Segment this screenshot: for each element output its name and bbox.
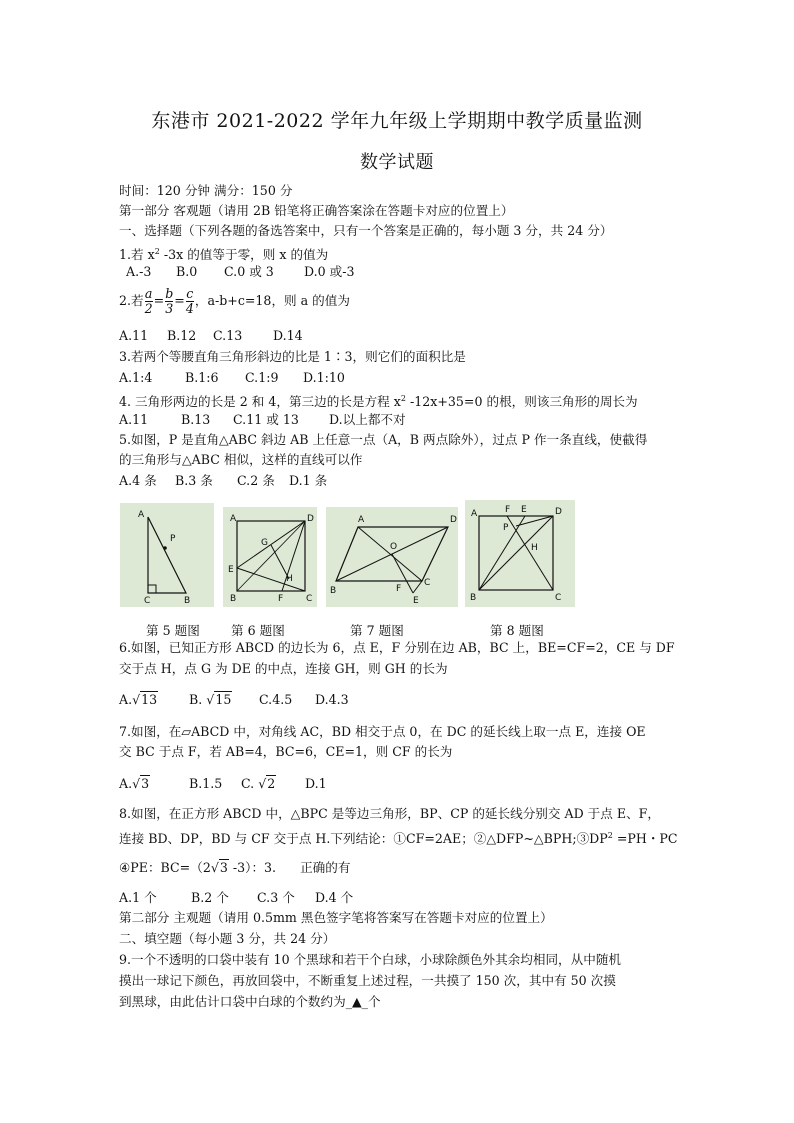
exam-subtitle: 数学试题 bbox=[360, 152, 434, 173]
fig8-label-h: H bbox=[531, 543, 538, 553]
question-4 bbox=[119, 391, 638, 410]
q4-option-c[interactable]: C.11 或 13 bbox=[233, 412, 299, 427]
fig8-label-a: A bbox=[471, 509, 478, 519]
q3-option-a[interactable]: A.1:4 bbox=[119, 370, 153, 385]
q2-fraction-b: $\frac{b}{3}$ bbox=[165, 286, 174, 316]
fig5-label-c: C bbox=[144, 596, 151, 606]
q4-option-d[interactable]: D.以上都不对 bbox=[329, 412, 406, 427]
fig5-label-p: P bbox=[170, 534, 176, 544]
fig7-label-d: D bbox=[450, 515, 457, 525]
q9-line-3: 到黑球，由此估计口袋中白球的个数约为_▲_个 bbox=[119, 994, 381, 1009]
q9-line-2: 摸出一球记下颜色，再放回袋中，不断重复上述过程，一共摸了 150 次，其中有 50 次摸 bbox=[119, 973, 616, 988]
q2-fraction-c: $\frac{c}{4}$ bbox=[185, 286, 194, 316]
fig6-label-e: E bbox=[228, 565, 234, 575]
q7-option-d[interactable]: D.1 bbox=[305, 776, 327, 791]
fig6-label-d: D bbox=[307, 514, 314, 524]
fig8-label-e: E bbox=[521, 505, 527, 515]
q8-line-3: ④PE：BC=（2√3 -3）：3. 正确的有 bbox=[119, 860, 351, 875]
fig5-label-a: A bbox=[138, 510, 145, 520]
question-1 bbox=[119, 244, 328, 263]
fig7-label-c: C bbox=[424, 578, 431, 588]
q8-option-b[interactable]: B.2 个 bbox=[191, 890, 229, 905]
q9-line-1: 9.一个不透明的口袋中装有 10 个黑球和若干个白球，小球除颜色外其余均相同，从中随机 bbox=[119, 952, 622, 967]
q2-option-a[interactable]: A.11 bbox=[119, 328, 149, 343]
fig7-label-f: F bbox=[396, 584, 402, 594]
figure-8 bbox=[465, 500, 575, 607]
fig8-label-f: F bbox=[505, 505, 511, 515]
fig8-label-p: P bbox=[503, 523, 509, 533]
q4-option-a[interactable]: A.11 bbox=[119, 412, 149, 427]
q7-line-1: 7.如图，在▱ABCD 中，对角线 AC，BD 相交于点 0，在 DC 的延长线上取一点 E，连接 OE bbox=[119, 724, 646, 739]
q1-text-pre: 1.若 x bbox=[119, 247, 155, 263]
q1-option-c[interactable]: C.0 或 3 bbox=[224, 264, 274, 279]
q5-option-c[interactable]: C.2 条 bbox=[237, 473, 275, 488]
fig5-label-b: B bbox=[184, 596, 191, 606]
q1-option-d[interactable]: D.0 或-3 bbox=[304, 264, 355, 279]
q5-option-b[interactable]: B.3 条 bbox=[175, 473, 213, 488]
q2-text-post: ，a-b+c=18，则 a 的值为 bbox=[194, 293, 350, 308]
fig7-label-o: O bbox=[390, 542, 398, 552]
fig6-label-a: A bbox=[230, 514, 237, 524]
q7-line-2: 交 BC 于点 F，若 AB=4，BC=6，CE=1，则 CF 的长为 bbox=[119, 744, 453, 759]
q7-options bbox=[119, 776, 327, 792]
q7-option-b[interactable]: B.1.5 bbox=[189, 776, 223, 791]
q4-option-b[interactable]: B.13 bbox=[181, 412, 211, 427]
q1-option-a[interactable]: A.-3 bbox=[126, 264, 152, 279]
fig8-caption: 第 8 题图 bbox=[490, 623, 544, 638]
fig5-caption: 第 5 题图 bbox=[146, 623, 200, 638]
q2-fraction-a: $\frac{a}{2}$ bbox=[144, 286, 153, 316]
q6-option-d[interactable]: D.4.3 bbox=[315, 692, 349, 707]
q3-option-b[interactable]: B.1:6 bbox=[185, 370, 219, 385]
part2-header: 第二部分 主观题（请用 0.5mm 黑色签字笔将答案写在答题卡对应的位置上） bbox=[119, 910, 553, 925]
q5-option-d[interactable]: D.1 条 bbox=[289, 473, 328, 488]
q4-text-post: -12x+35=0 的根，则该三角形的周长为 bbox=[405, 394, 638, 410]
q3-option-d[interactable]: D.1:10 bbox=[303, 370, 345, 385]
q6-option-c[interactable]: C.4.5 bbox=[259, 692, 293, 707]
exam-title: 东港市 2021-2022 学年九年级上学期期中教学质量监测 bbox=[151, 110, 643, 132]
q8-option-a[interactable]: A.1 个 bbox=[119, 890, 157, 905]
q6-line-2: 交于点 H，点 G 为 DE 的中点，连接 GH，则 GH 的长为 bbox=[119, 661, 448, 676]
q5-line-2: 的三角形与△ABC 相似，这样的直线可以作 bbox=[119, 452, 363, 467]
question-2: 2.若 $\frac{a}{2}$ = $\frac{b}{3}$ = $\frac{c}{4}$ ，a-b+c=18，则 a 的值为 bbox=[119, 286, 350, 316]
q8-line-1: 8.如图，在正方形 ABCD 中，△BPC 是等边三角形，BP、CP 的延长线分别交 AD 于点 E、F， bbox=[119, 806, 660, 821]
q6-line-1: 6.如图，已知正方形 ABCD 的边长为 6，点 E，F 分别在边 AB，BC 上，BE=CF=2，CE 与 DF bbox=[119, 640, 675, 655]
fig7-label-a: A bbox=[358, 515, 365, 525]
figure-6 bbox=[223, 507, 317, 607]
fig6-label-h: H bbox=[286, 574, 293, 584]
fig6-label-g: G bbox=[261, 538, 268, 548]
q5-option-a[interactable]: A.4 条 bbox=[119, 473, 157, 488]
q6-option-b[interactable]: B. √15 bbox=[189, 692, 232, 707]
q8-options bbox=[119, 890, 353, 906]
section1-header: 一、选择题（下列各题的备选答案中，只有一个答案是正确的，每小题 3 分，共 24 分） bbox=[119, 223, 613, 238]
fig6-label-c: C bbox=[306, 594, 313, 604]
q4-sup: 2 bbox=[400, 394, 406, 403]
q4-options bbox=[119, 412, 406, 428]
fig7-label-b: B bbox=[330, 586, 337, 596]
q7-option-c[interactable]: C. √2 bbox=[241, 776, 276, 791]
q8-line-2: 连接 BD、DP，BD 与 CF 交于点 H.下列结论：①CF=2AE；$②\triangle DFP\sim\triangle BPH;③DP^2 =PH$・PC bbox=[119, 831, 678, 847]
figure-7 bbox=[326, 507, 458, 607]
q6-option-a[interactable]: A.√13 bbox=[119, 692, 158, 707]
fig8-label-b: B bbox=[470, 593, 477, 603]
q2-option-b[interactable]: B.12 bbox=[167, 328, 197, 343]
fig6-label-f: F bbox=[278, 594, 284, 604]
time-info: 时间：120 分钟 满分：150 分 bbox=[119, 183, 293, 198]
q4-text-pre: 4. 三角形两边的长是 2 和 4，第三边的长是方程 x bbox=[119, 394, 401, 410]
q3-option-c[interactable]: C.1:9 bbox=[245, 370, 279, 385]
q5-options bbox=[119, 473, 327, 489]
q1-options bbox=[126, 264, 355, 280]
q2-options bbox=[119, 328, 303, 344]
fig8-label-c: C bbox=[555, 593, 562, 603]
fig8-label-d: D bbox=[555, 507, 562, 517]
fig7-label-e: E bbox=[413, 596, 419, 606]
q8-option-c[interactable]: C.3 个 bbox=[257, 890, 295, 905]
q2-option-d[interactable]: D.14 bbox=[273, 328, 303, 343]
fig7-caption: 第 7 题图 bbox=[350, 623, 404, 638]
q6-options bbox=[119, 692, 349, 708]
q2-option-c[interactable]: C.13 bbox=[213, 328, 243, 343]
q3-options bbox=[119, 370, 345, 386]
q1-option-b[interactable]: B.0 bbox=[176, 264, 198, 279]
section2-header: 二、填空题（每小题 3 分，共 24 分） bbox=[119, 931, 336, 946]
part1-header: 第一部分 客观题（请用 2B 铅笔将正确答案涂在答题卡对应的位置上） bbox=[119, 203, 514, 218]
question-3: 3.若两个等腰直角三角形斜边的比是 1∶3，则它们的面积比是 bbox=[119, 349, 466, 364]
q8-option-d[interactable]: D.4 个 bbox=[315, 890, 354, 905]
figure-5 bbox=[120, 503, 214, 607]
q2-text-pre: 2.若 bbox=[119, 293, 144, 308]
fig6-caption: 第 6 题图 bbox=[231, 623, 285, 638]
q7-option-a[interactable]: A.√3 bbox=[119, 776, 150, 791]
fig6-label-b: B bbox=[230, 594, 237, 604]
q1-text-post: -3x 的值等于零，则 x 的值为 bbox=[159, 247, 329, 263]
q1-sup: 2 bbox=[154, 247, 160, 256]
q5-line-1: 5.如图，P 是直角△ABC 斜边 AB 上任意一点（A，B 两点除外），过点 P 作一条直线，使截得 bbox=[119, 432, 648, 447]
